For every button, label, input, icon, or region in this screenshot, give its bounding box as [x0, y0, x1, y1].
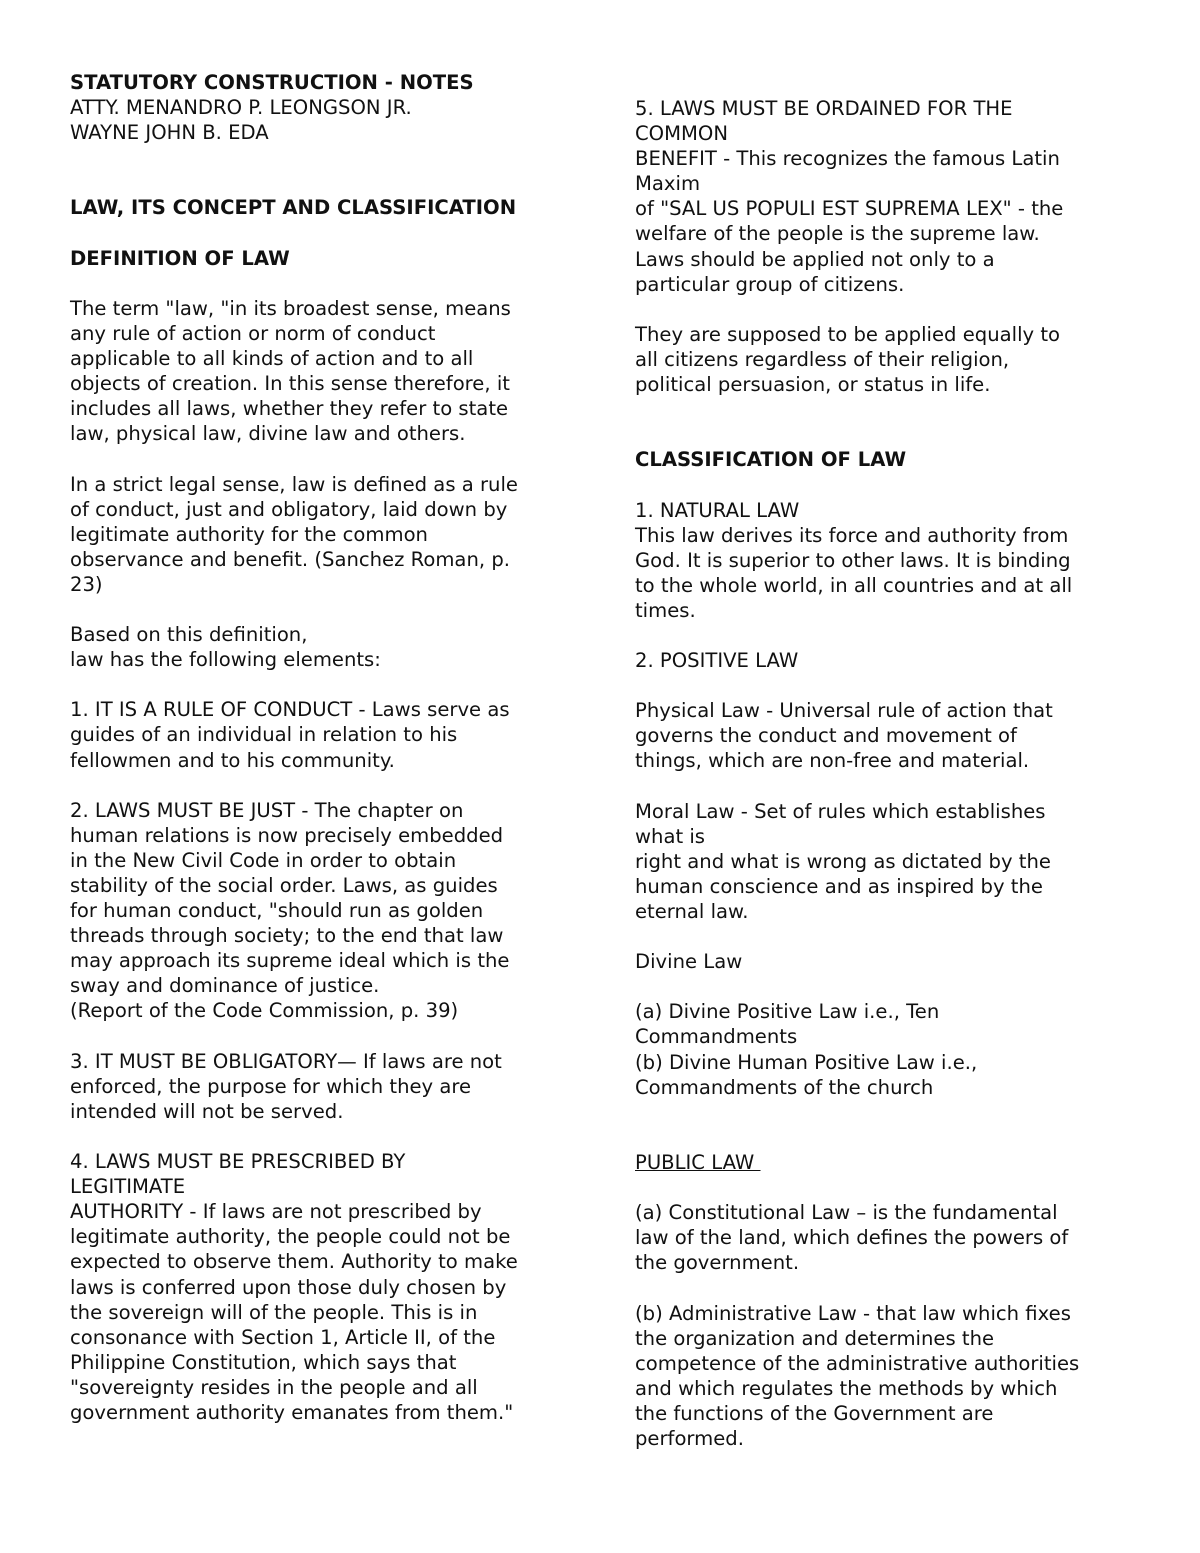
text-line: "sovereignty resides in the people and all: [70, 1375, 478, 1399]
text-line: of conduct, just and obligatory, laid down by: [70, 497, 508, 521]
blank-line: [635, 1100, 1135, 1125]
blank-line: [70, 597, 570, 622]
text-line: expected to observe them. Authority to make: [70, 1250, 518, 1274]
text-line: performed.: [635, 1426, 744, 1450]
text-line: political persuasion, or status in life.: [635, 373, 991, 397]
text-line: for human conduct, "should run as golden: [70, 899, 484, 923]
blank-line: [635, 422, 1135, 447]
text-line: the government.: [635, 1251, 800, 1275]
text-line: 23): [70, 572, 103, 596]
blank-line: [70, 773, 570, 798]
text-line: COMMON: [635, 122, 728, 146]
text-line: Physical Law - Universal rule of action that: [635, 699, 1053, 723]
text-line: ATTY. MENANDRO P. LEONGSON JR.: [70, 96, 412, 120]
text-line: Commandments: [635, 1025, 798, 1049]
section-heading-underlined: PUBLIC LAW: [635, 1150, 761, 1174]
text-line: Moral Law - Set of rules which establishes: [635, 799, 1046, 823]
text-line: times.: [635, 598, 696, 622]
text-line: Philippine Constitution, which says that: [70, 1350, 457, 1374]
text-line: applicable to all kinds of action and to all: [70, 347, 474, 371]
text-line: may approach its supreme ideal which is the: [70, 949, 510, 973]
text-line: any rule of action or norm of conduct: [70, 321, 436, 345]
text-line: WAYNE JOHN B. EDA: [70, 121, 269, 145]
text-line: (Report of the Code Commission, p. 39): [70, 999, 459, 1023]
text-line: sway and dominance of justice.: [70, 974, 380, 998]
text-line: welfare of the people is the supreme law.: [635, 222, 1040, 246]
text-line: human conscience and as inspired by the: [635, 874, 1043, 898]
text-line: law has the following elements:: [70, 648, 381, 672]
text-line: in the New Civil Code in order to obtain: [70, 848, 457, 872]
section-heading: DEFINITION OF LAW: [70, 246, 290, 270]
text-line: They are supposed to be applied equally to: [635, 322, 1061, 346]
text-line: fellowmen and to his community.: [70, 748, 395, 772]
text-line: (b) Administrative Law - that law which fixes: [635, 1301, 1071, 1325]
text-line: competence of the administrative authorities: [635, 1351, 1080, 1375]
left-column: [70, 70, 570, 1425]
text-line: 3. IT MUST BE OBLIGATORY— If laws are not: [70, 1049, 502, 1073]
text-line: (b) Divine Human Positive Law i.e.,: [635, 1050, 978, 1074]
text-line: AUTHORITY - If laws are not prescribed by: [70, 1200, 482, 1224]
text-line: BENEFIT - This recognizes the famous Latin: [635, 147, 1060, 171]
section-heading: CLASSIFICATION OF LAW: [635, 448, 907, 472]
blank-line: [635, 924, 1135, 949]
text-line: Laws should be applied not only to a: [635, 247, 995, 271]
text-line: Divine Law: [635, 950, 743, 974]
text-line: stability of the social order. Laws, as guides: [70, 874, 498, 897]
text-line: intended will not be served.: [70, 1099, 344, 1123]
text-line: In a strict legal sense, law is defined as a rule: [70, 472, 518, 496]
blank-line: [635, 472, 1135, 497]
blank-line: [70, 221, 570, 246]
text-line: 1. NATURAL LAW: [635, 498, 800, 522]
text-line: the organization and determines the: [635, 1326, 995, 1350]
text-line: laws is conferred upon those duly chosen by: [70, 1275, 507, 1299]
text-line: objects of creation. In this sense therefore, it: [70, 372, 510, 396]
text-line: Maxim: [635, 172, 701, 196]
text-line: right and what is wrong as dictated by the: [635, 849, 1051, 873]
text-line: things, which are non-free and material.: [635, 749, 1030, 773]
text-line: consonance with Section 1, Article II, of the: [70, 1325, 496, 1349]
text-line: Based on this definition,: [70, 623, 308, 647]
section-heading: LAW, ITS CONCEPT AND CLASSIFICATION: [70, 196, 517, 220]
text-line: eternal law.: [635, 900, 749, 923]
text-line: to the whole world, in all countries and at all: [635, 573, 1073, 597]
text-line: particular group of citizens.: [635, 272, 905, 296]
text-line: (a) Constitutional Law – is the fundamental: [635, 1201, 1058, 1225]
blank-line: [635, 774, 1135, 799]
blank-line: [70, 1124, 570, 1149]
blank-line: [635, 673, 1135, 698]
blank-line: [635, 1125, 1135, 1150]
text-line: Commandments of the church: [635, 1075, 934, 1099]
text-line: law of the land, which defines the powers of: [635, 1226, 1069, 1250]
text-line: threads through society; to the end that law: [70, 924, 504, 948]
text-line: human relations is now precisely embedded: [70, 823, 504, 847]
text-line: guides of an individual in relation to his: [70, 723, 458, 747]
text-line: LEGITIMATE: [70, 1175, 186, 1199]
text-line: of "SAL US POPULI EST SUPREMA LEX" - the: [635, 197, 1064, 221]
text-line: This law derives its force and authority from: [635, 523, 1069, 547]
text-line: (a) Divine Positive Law i.e., Ten: [635, 1000, 940, 1024]
text-line: observance and benefit. (Sanchez Roman, p.: [70, 547, 510, 571]
blank-line: [635, 974, 1135, 999]
text-line: what is: [635, 824, 706, 848]
blank-line: [70, 446, 570, 471]
blank-line: [70, 170, 570, 195]
text-line: law, physical law, divine law and others.: [70, 422, 466, 446]
text-line: 1. IT IS A RULE OF CONDUCT - Laws serve as: [70, 698, 510, 722]
text-line: governs the conduct and movement of: [635, 724, 1017, 748]
text-line: legitimate authority for the common: [70, 522, 428, 546]
blank-line: [635, 1175, 1135, 1200]
blank-line: [70, 1024, 570, 1049]
text-line: legitimate authority, the people could not be: [70, 1225, 511, 1249]
right-column: [635, 96, 1135, 1451]
blank-line: [70, 672, 570, 697]
blank-line: [70, 271, 570, 296]
text-line: includes all laws, whether they refer to state: [70, 397, 509, 421]
text-line: all citizens regardless of their religion,: [635, 347, 1010, 371]
section-heading: STATUTORY CONSTRUCTION - NOTES: [70, 71, 474, 94]
blank-line: [635, 1275, 1135, 1300]
text-line: 4. LAWS MUST BE PRESCRIBED BY: [70, 1150, 406, 1174]
text-line: and which regulates the methods by which: [635, 1376, 1058, 1400]
text-line: God. It is superior to other laws. It is binding: [635, 548, 1071, 572]
blank-line: [635, 623, 1135, 648]
blank-line: [70, 145, 570, 170]
text-line: 2. POSITIVE LAW: [635, 649, 799, 673]
text-line: 2. LAWS MUST BE JUST - The chapter on: [70, 798, 464, 822]
blank-line: [635, 397, 1135, 422]
text-line: the sovereign will of the people. This is in: [70, 1300, 478, 1324]
text-line: the functions of the Government are: [635, 1401, 994, 1425]
text-line: enforced, the purpose for which they are: [70, 1074, 472, 1098]
text-line: government authority emanates from them.": [70, 1400, 514, 1424]
blank-line: [635, 297, 1135, 322]
text-line: The term "law, "in its broadest sense, means: [70, 296, 511, 320]
text-line: 5. LAWS MUST BE ORDAINED FOR THE: [635, 97, 1013, 120]
